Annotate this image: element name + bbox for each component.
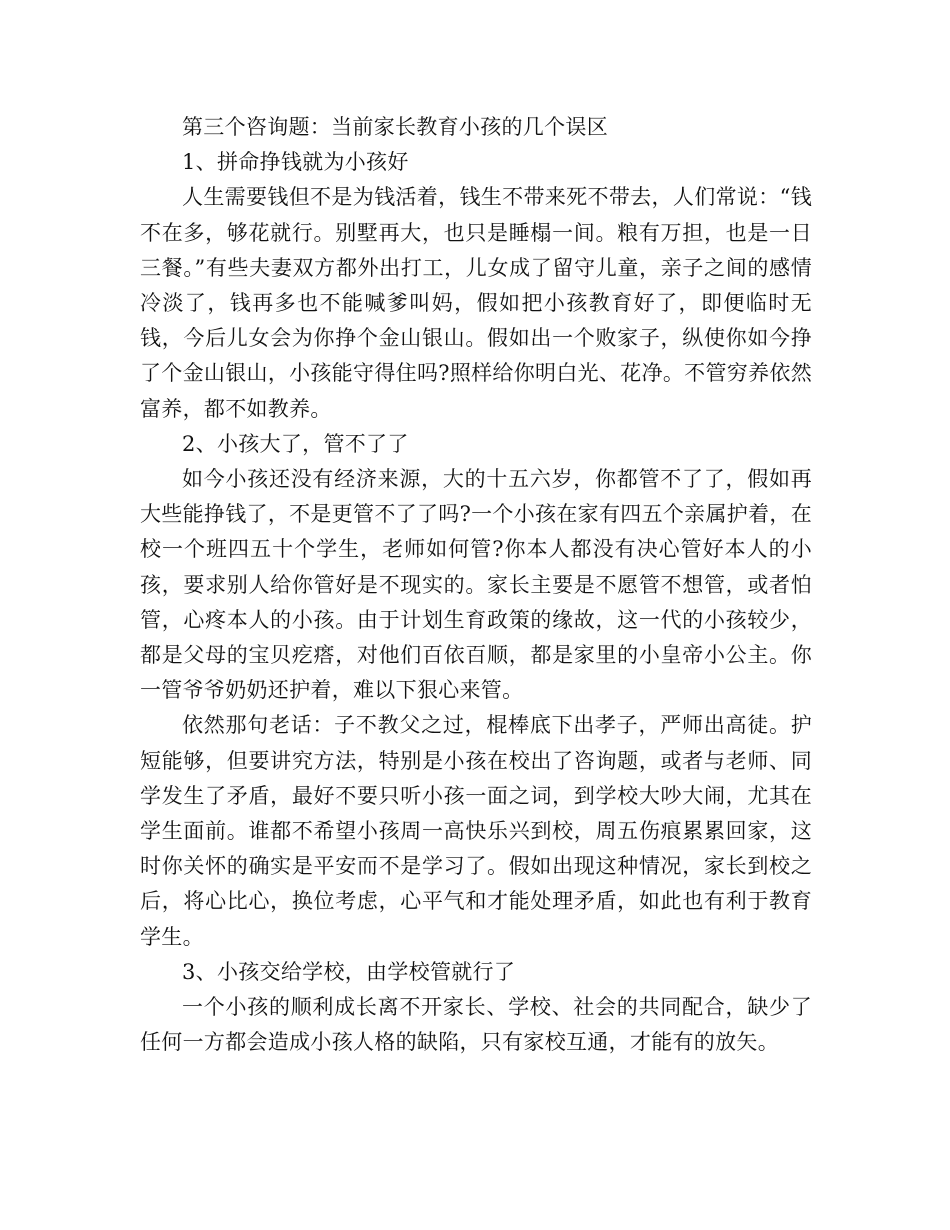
document-body bbox=[140, 110, 812, 1060]
heading-3: 3、小孩交给学校，由学校管就行了 bbox=[182, 959, 516, 984]
section-title: 第三个咨询题：当前家长教育小孩的几个误区 bbox=[182, 115, 608, 139]
paragraph-1: 人生需要钱但不是为钱活着，钱生不带来死不带去，人们常说：“钱不在多，够花就行。别墅再大，也只是睡榻一间。粮有万担，也是一日三餐。”有些夫妻双方都外出打工，儿女成了留守儿童，亲子之间的感情冷淡了，钱再多也不能喊爹叫妈，假如把小孩教育好了，即便临时无钱，今后儿女会为你挣个金山银山。假如出一个败家子，纵使你如今挣了个金山银山，小孩能守得住吗?照样给你明白光、花净。不管穷养依然富养，都不如教养。 bbox=[140, 185, 812, 421]
paragraph-2: 如今小孩还没有经济来源，大的十五六岁，你都管不了了，假如再大些能挣钱了，不是更管不了了吗?一个小孩在家有四五个亲属护着，在校一个班四五十个学生，老师如何管?你本人都没有决心管好本人的小孩，要求别人给你管好是不现实的。家长主要是不愿管不想管，或者怕管，心疼本人的小孩。由于计划生育政策的缘故，这一代的小孩较少，都是父母的宝贝疙瘩，对他们百依百顺，都是家里的小皇帝小公主。你一管爷爷奶奶还护着，难以下狠心来管。 bbox=[140, 467, 812, 703]
paragraph-4: 一个小孩的顺利成长离不开家长、学校、社会的共同配合，缺少了任何一方都会造成小孩人格的缺陷，只有家校互通，才能有的放矢。 bbox=[140, 995, 812, 1055]
heading-2: 2、小孩大了，管不了了 bbox=[182, 431, 409, 456]
heading-1: 1、拼命挣钱就为小孩好 bbox=[182, 150, 409, 175]
paragraph-3: 依然那句老话：子不教父之过，棍棒底下出孝子，严师出高徒。护短能够，但要讲究方法，特别是小孩在校出了咨询题，或者与老师、同学发生了矛盾，最好不要只听小孩一面之词，到学校大吵大闹，尤其在学生面前。谁都不希望小孩周一高快乐兴到校，周五伤痕累累回家，这时你关怀的确实是平安而不是学习了。假如出现这种情况，家长到校之后，将心比心，换位考虑，心平气和才能处理矛盾，如此也有利于教育学生。 bbox=[140, 713, 812, 949]
